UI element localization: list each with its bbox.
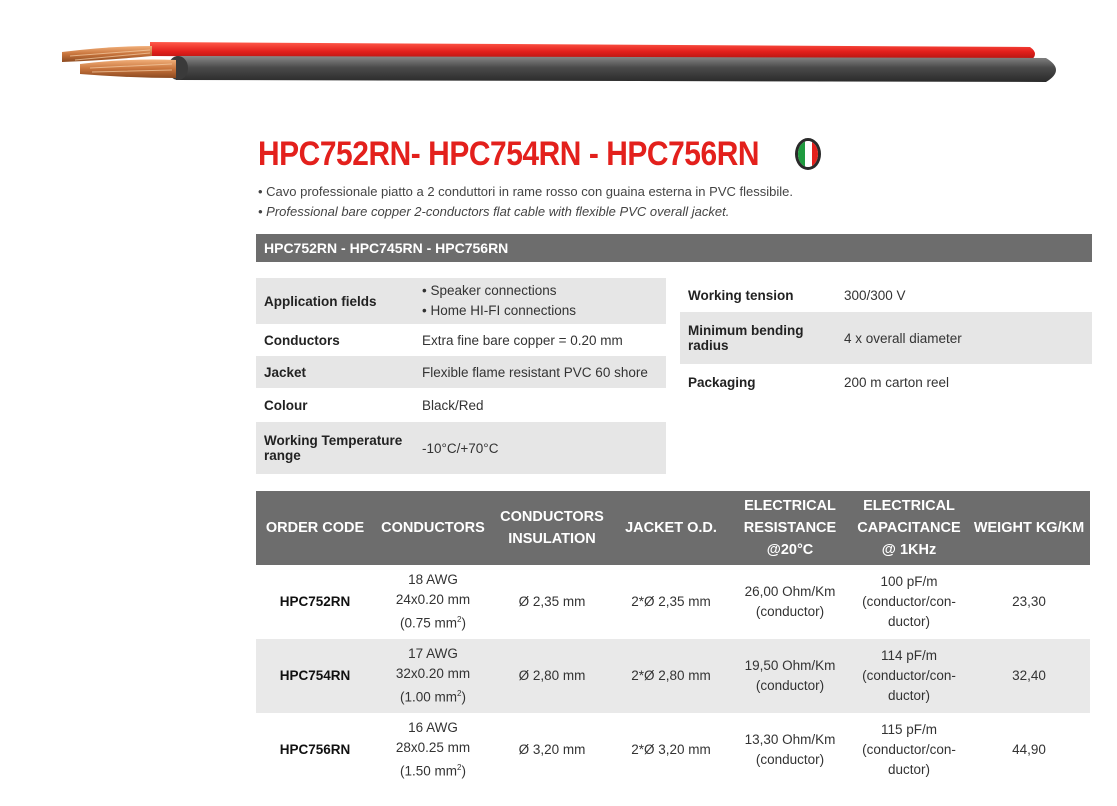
spec-row-application [256, 278, 666, 324]
spec-row-bending [680, 312, 1092, 364]
section: (1.50 $mm^2$) [400, 763, 466, 779]
order-code: HPC754RN [256, 639, 374, 713]
conductors-cell [374, 639, 492, 713]
section-title-bar: HPC752RN - HPC745RN - HPC756RN [256, 234, 1092, 262]
jacket-od: 2*Ø 3,20 mm [631, 742, 711, 757]
jacket-od: 2*Ø 2,80 mm [612, 639, 730, 713]
resistance-cell: 26,00 Ohm/Km (conductor) [744, 584, 836, 619]
spec-key: Jacket [256, 356, 414, 388]
description-italian: • Cavo professionale piatto a 2 conduttori in rame rosso con guaina esterna in PVC flessibile. [258, 184, 793, 199]
spec-value: Extra fine bare copper = 0.20 mm [422, 332, 623, 348]
weight: 44,90 [1012, 742, 1046, 757]
page-title: HPC752RN- HPC754RN - HPC756RN [258, 134, 760, 173]
spec-key: Colour [264, 397, 308, 413]
insulation: Ø 2,35 mm [518, 594, 586, 609]
insulation: Ø 3,20 mm [518, 742, 586, 757]
order-table-header [256, 491, 1090, 565]
column-header: ORDER CODE [256, 491, 374, 565]
jacket-od: 2*Ø 2,35 mm [631, 594, 711, 609]
spec-key: Conductors [264, 332, 340, 348]
spec-value: -10°C/+70°C [414, 422, 666, 474]
column-header: ELECTRICAL RESISTANCE @20°C [730, 491, 850, 565]
resistance-cell: 19,50 Ohm/Km (conductor) [730, 639, 850, 713]
spec-row-colour [256, 388, 666, 422]
column-header: CONDUCTORS [374, 491, 492, 565]
spec-row-jacket [256, 356, 666, 388]
strand: 24x0.20 mm [395, 592, 471, 608]
spec-value: 4 x overall diameter [836, 312, 1092, 364]
spec-row-conductors [256, 324, 666, 356]
awg: 17 AWG [408, 646, 458, 662]
spec-key: Working tension [688, 287, 794, 303]
spec-value: 200 m carton reel [844, 374, 950, 390]
strand: 32x0.20 mm [395, 666, 471, 682]
strand: 28x0.25 mm [395, 740, 471, 756]
section: (1.00 $mm^2$) [400, 689, 466, 705]
table-row [256, 713, 1090, 787]
spec-value-line: • Home HI-FI connections [422, 303, 577, 318]
spec-value-line: • Speaker connections [422, 283, 557, 298]
spec-value: Flexible flame resistant PVC 60 shore [414, 356, 666, 388]
spec-value: 300/300 V [844, 287, 906, 303]
conductors-cell [374, 565, 492, 639]
description-english: • Professional bare copper 2-conductors flat cable with flexible PVC overall jacket. [258, 204, 730, 219]
table-row [256, 639, 1090, 713]
title-row [258, 132, 821, 176]
spec-row-packaging [680, 364, 1092, 400]
italy-flag-icon [795, 138, 821, 170]
order-code: HPC752RN [279, 594, 351, 609]
cable-product-image [0, 0, 1117, 110]
spec-value [414, 278, 666, 324]
spec-row-tension [680, 278, 1092, 312]
spec-key: Minimum bending radius [680, 312, 836, 364]
column-header: JACKET O.D. [612, 491, 730, 565]
spec-key: Packaging [688, 374, 756, 390]
insulation: Ø 2,80 mm [492, 639, 612, 713]
capacitance-cell: 100 pF/m (conductor/con- ductor) [862, 574, 956, 629]
spec-key: Working Temperature range [256, 422, 414, 474]
resistance-cell: 13,30 Ohm/Km (conductor) [744, 732, 836, 767]
capacitance-cell: 115 pF/m (conductor/con- ductor) [862, 722, 956, 777]
order-table [256, 491, 1090, 787]
conductors-cell [374, 713, 492, 787]
spec-row-temperature [256, 422, 666, 474]
awg: 16 AWG [408, 720, 458, 736]
capacitance-cell: 114 pF/m (conductor/con- ductor) [850, 639, 968, 713]
table-row [256, 565, 1090, 639]
weight: 32,40 [968, 639, 1090, 713]
weight: 23,30 [1012, 594, 1046, 609]
column-header: WEIGHT KG/KM [968, 491, 1090, 565]
order-code: HPC756RN [279, 742, 351, 757]
column-header: ELECTRICAL CAPACITANCE @ 1KHz [850, 491, 968, 565]
awg: 18 AWG [408, 572, 458, 588]
spec-key: Application fields [256, 278, 414, 324]
section: (0.75 $mm^2$) [400, 615, 466, 631]
spec-table-right [680, 278, 1092, 400]
column-header: CONDUCTORS INSULATION [492, 491, 612, 565]
spec-value: Black/Red [422, 397, 484, 413]
spec-table-left [256, 278, 666, 474]
